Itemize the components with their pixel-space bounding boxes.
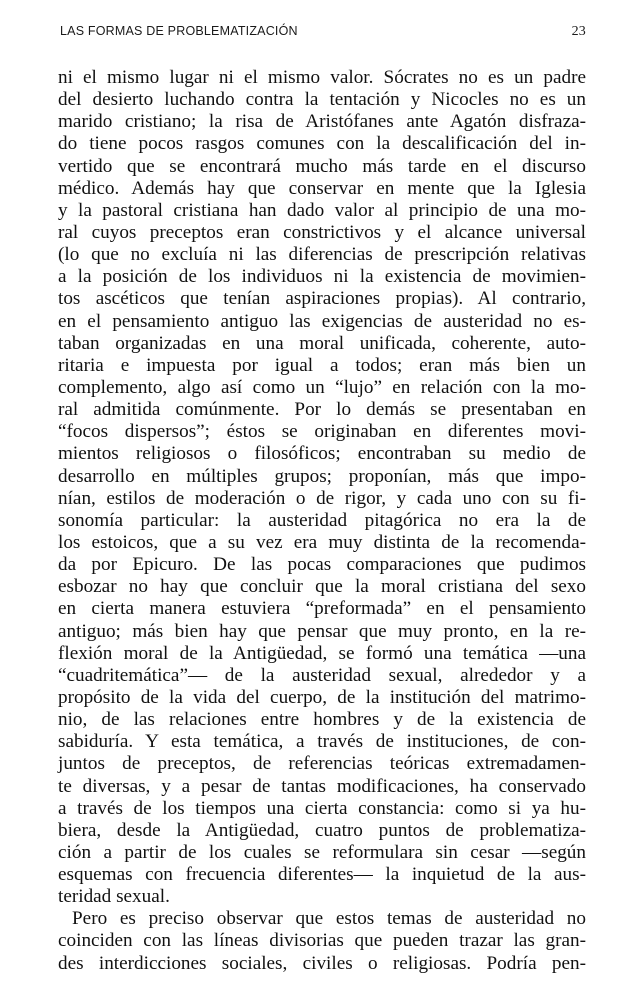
text-line: del desierto luchando contra la tentación y Nicocles no es un — [58, 89, 586, 111]
text-line: nían, estilos de moderación o de rigor, y cada uno con su fi- — [58, 487, 586, 509]
text-line: desarrollo en múltiples grupos; proponían, más que impo- — [58, 465, 586, 487]
text-line-paragraph-end: teridad sexual. — [58, 886, 170, 908]
text-line: vertido que se encontrará mucho más tarde en el discurso — [58, 155, 586, 177]
text-line-paragraph-start: Pero es preciso observar que estos temas de austeridad no — [72, 908, 586, 930]
text-line: médico. Además hay que conservar en mente que la Iglesia — [58, 177, 586, 199]
page-number: 23 — [571, 24, 586, 39]
text-line: en cierta manera estuviera “preformada” en el pensamiento — [58, 598, 586, 620]
body-text — [58, 67, 586, 975]
text-line: a la posición de los individuos ni la existencia de movimien- — [58, 266, 586, 288]
text-line: juntos de preceptos, de referencias teóricas extremadamen- — [58, 753, 586, 775]
text-line: des interdicciones sociales, civiles o religiosas. Podría pen- — [58, 952, 586, 974]
text-line: da por Epicuro. De las pocas comparaciones que pudimos — [58, 554, 586, 576]
text-line: esbozar no hay que concluir que la moral cristiana del sexo — [58, 576, 586, 598]
text-line: marido cristiano; la risa de Aristófanes ante Agatón disfraza- — [58, 111, 586, 133]
text-line: biera, desde la Antigüedad, cuatro puntos de problematiza- — [58, 819, 586, 841]
text-line: flexión moral de la Antigüedad, se formó una temática —una — [58, 642, 586, 664]
text-line: te diversas, y a pesar de tantas modificaciones, ha conservado — [58, 775, 586, 797]
text-line: propósito de la vida del cuerpo, de la institución del matrimo- — [58, 686, 586, 708]
text-line: ral cuyos preceptos eran constrictivos y el alcance universal — [58, 221, 586, 243]
text-line: (lo que no excluía ni las diferencias de prescripción relativas — [58, 244, 586, 266]
text-line: “cuadritemática”— de la austeridad sexual, alrededor y a — [58, 664, 586, 686]
text-line: los estoicos, que a su vez era muy distinta de la recomenda- — [58, 531, 586, 553]
text-line: “focos dispersos”; éstos se originaban en diferentes movi- — [58, 421, 586, 443]
text-line: en el pensamiento antiguo las exigencias de austeridad no es- — [58, 310, 586, 332]
text-line: complemento, algo así como un “lujo” en relación con la mo- — [58, 376, 586, 398]
text-line: ral admitida comúnmente. Por lo demás se presentaban en — [58, 399, 586, 421]
text-line: ritaria e impuesta por igual a todos; eran más bien un — [58, 354, 586, 376]
running-head — [60, 24, 586, 42]
text-line: sonomía particular: la austeridad pitagórica no era la de — [58, 509, 586, 531]
text-line: ni el mismo lugar ni el mismo valor. Sócrates no es un padre — [58, 67, 586, 88]
text-line: a través de los tiempos una cierta constancia: como si ya hu- — [58, 797, 586, 819]
text-line: taban organizadas en una moral unificada, coherente, auto- — [58, 332, 586, 354]
text-line: do tiene pocos rasgos comunes con la descalificación del in- — [58, 133, 586, 155]
text-line: antiguo; más bien hay que pensar que muy pronto, en la re- — [58, 620, 586, 642]
text-line: tos ascéticos que tenían aspiraciones propias). Al contrario, — [58, 288, 586, 310]
text-line: y la pastoral cristiana han dado valor al principio de una mo- — [58, 199, 586, 221]
text-line: sabiduría. Y esta temática, a través de instituciones, de con- — [58, 731, 586, 753]
text-line: nio, de las relaciones entre hombres y de la existencia de — [58, 709, 586, 731]
text-line: esquemas con frecuencia diferentes— la inquietud de la aus- — [58, 864, 586, 886]
text-line: ción a partir de los cuales se reformulara sin cesar —según — [58, 841, 586, 863]
text-line: mientos religiosos o filosóficos; encontraban su medio de — [58, 443, 586, 465]
text-line: coinciden con las líneas divisorias que pueden trazar las gran- — [58, 930, 586, 952]
running-title: LAS FORMAS DE PROBLEMATIZACIÓN — [60, 24, 298, 38]
